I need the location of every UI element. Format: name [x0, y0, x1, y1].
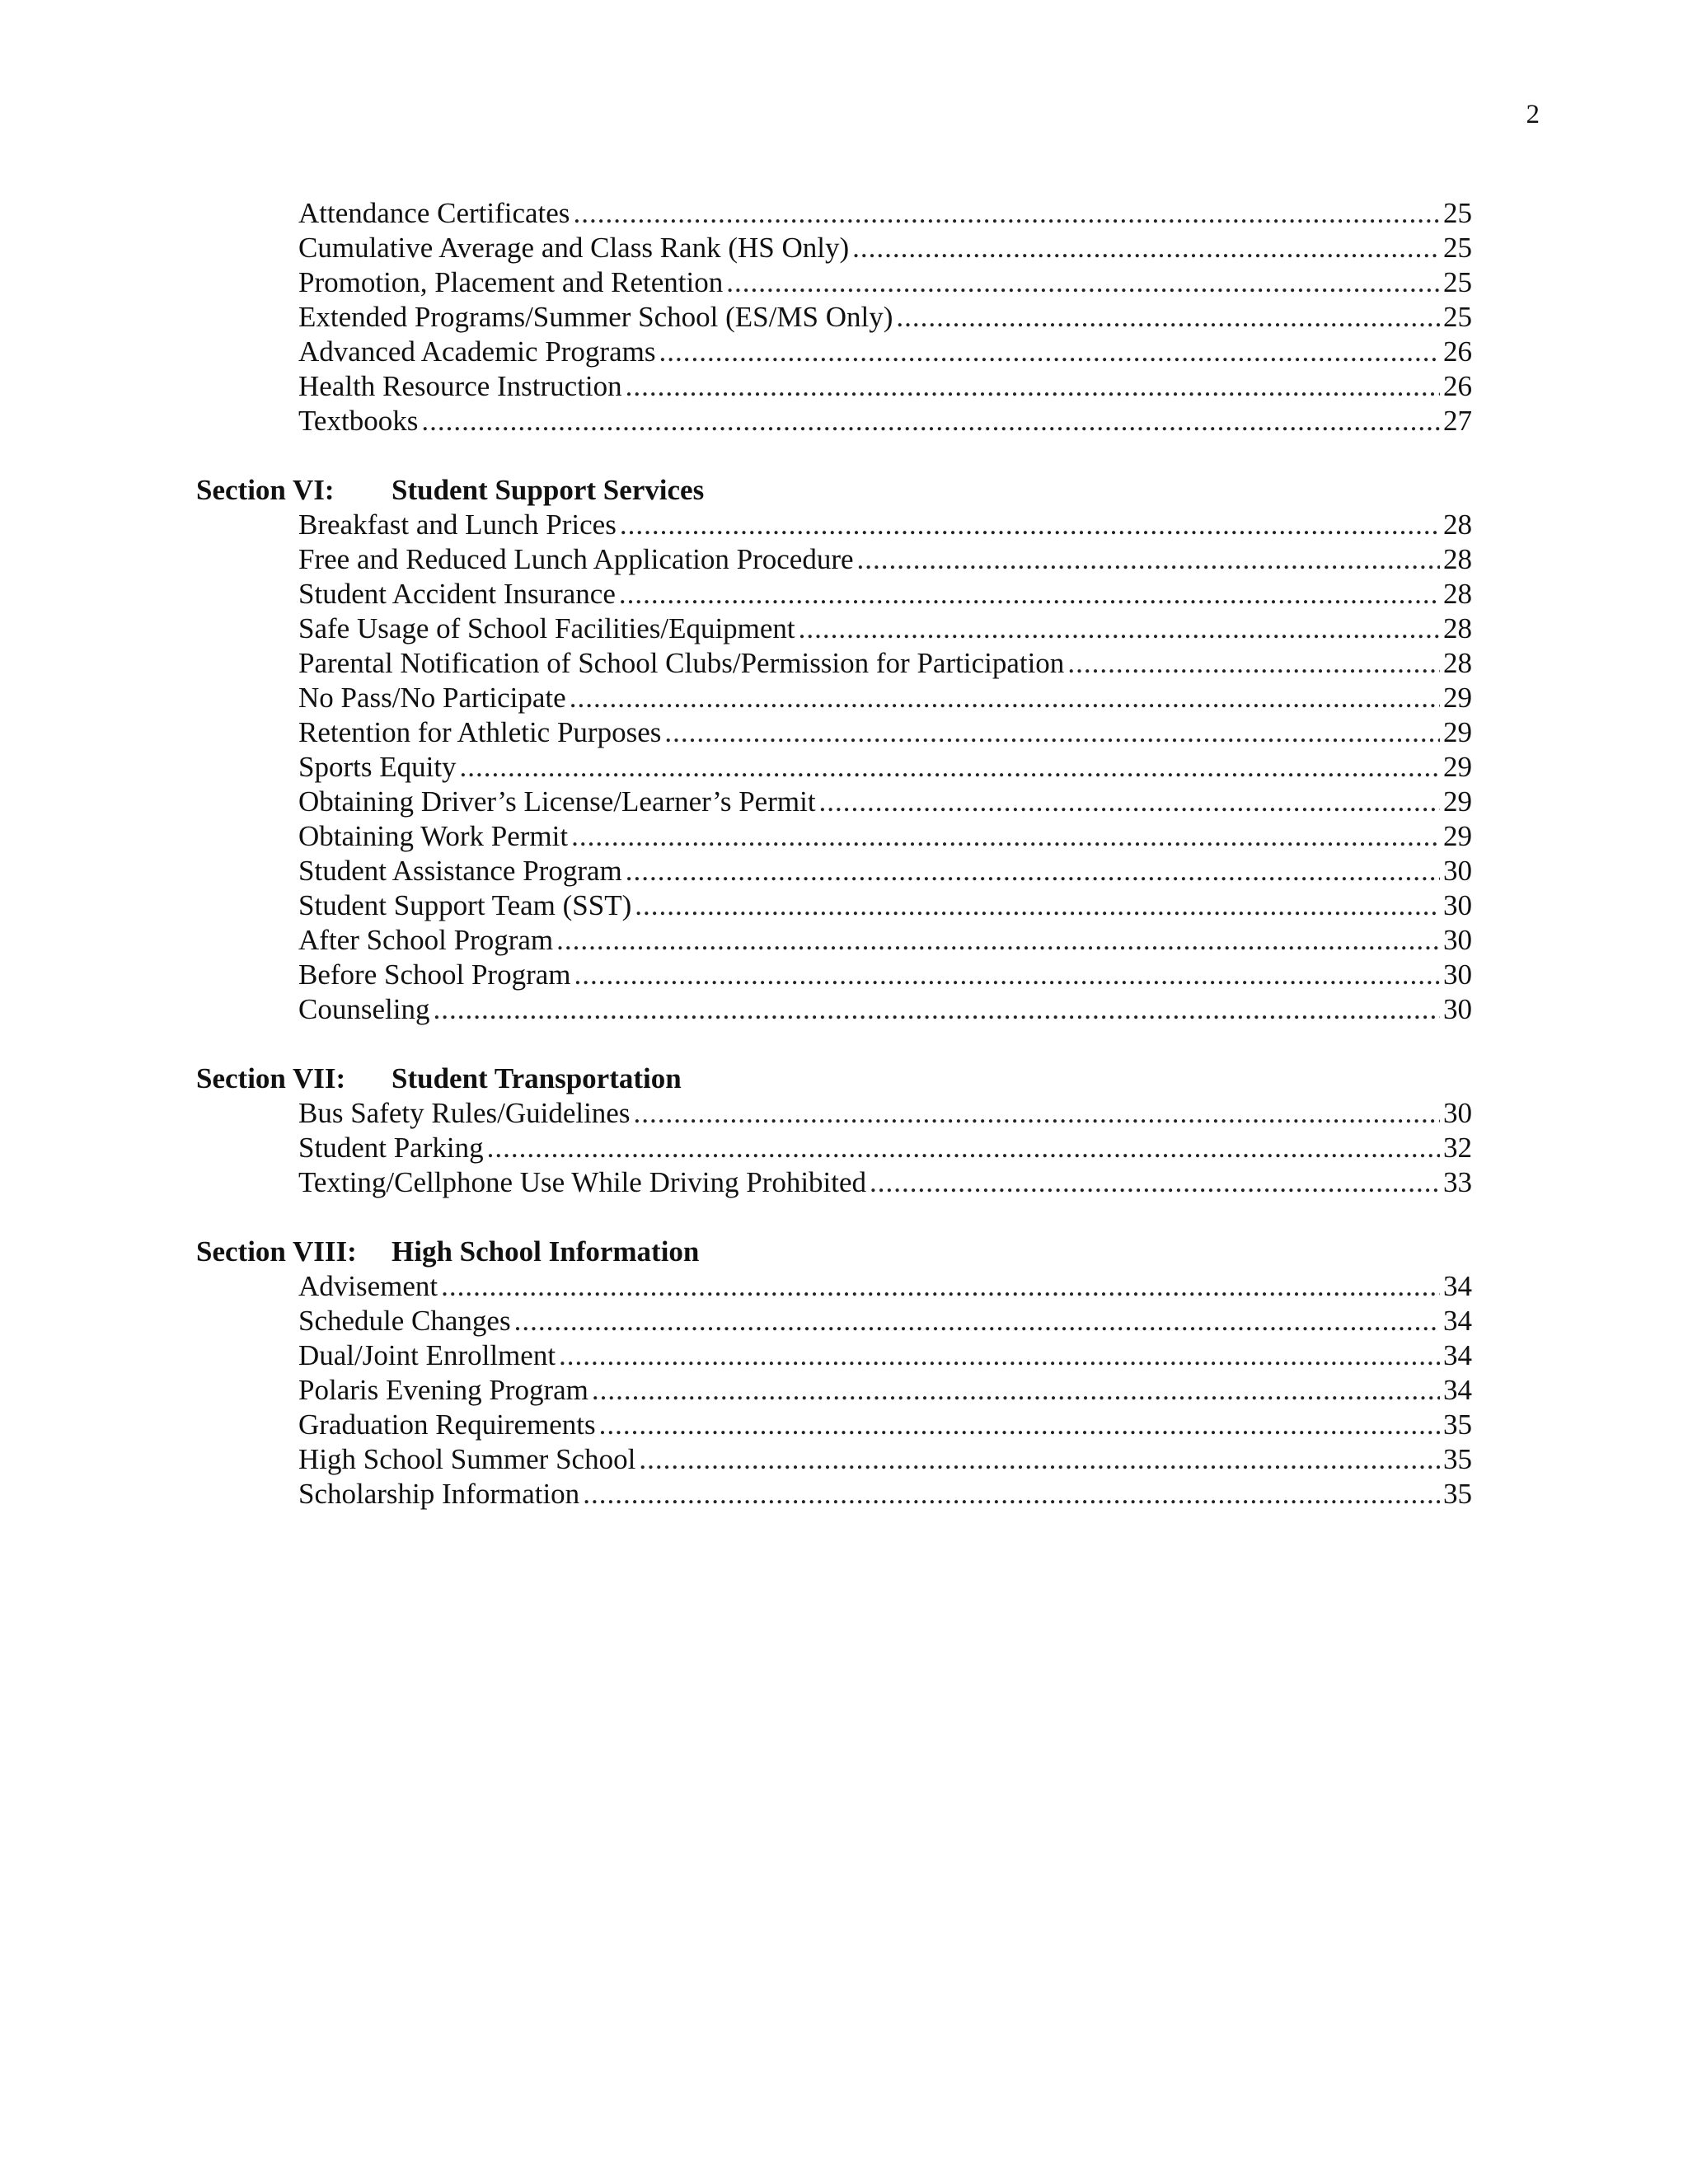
toc-entry — [196, 750, 1472, 785]
toc-entry — [196, 1096, 1472, 1131]
toc-entry-page: 25 — [1443, 232, 1472, 264]
toc-entry — [196, 335, 1472, 369]
toc-entry-title: Advanced Academic Programs — [298, 335, 656, 368]
toc-entry-list — [196, 1096, 1472, 1200]
page-number: 2 — [1526, 100, 1540, 129]
dot-leader — [1067, 646, 1440, 681]
toc-section — [196, 473, 1472, 1027]
section-heading — [196, 1235, 1472, 1269]
toc-entry-page: 28 — [1443, 543, 1472, 575]
section-title: Student Transportation — [392, 1062, 682, 1094]
dot-leader — [583, 1477, 1440, 1511]
dot-leader — [556, 923, 1440, 958]
toc-entry-title: Obtaining Work Permit — [298, 820, 569, 852]
toc-entry-page: 35 — [1443, 1408, 1472, 1441]
dot-leader — [852, 231, 1440, 265]
dot-leader — [664, 715, 1440, 750]
toc-entry-title: Bus Safety Rules/Guidelines — [298, 1097, 631, 1129]
toc-entry-title: Textbooks — [298, 405, 419, 437]
toc-entry-title: Sports Equity — [298, 751, 457, 783]
toc-entry-list — [196, 1269, 1472, 1511]
dot-leader — [441, 1269, 1440, 1304]
dot-leader — [819, 785, 1440, 819]
toc-entry-title: Student Support Team (SST) — [298, 889, 632, 921]
toc-entry — [196, 785, 1472, 819]
toc-section — [196, 1235, 1472, 1511]
toc-entry-title: Graduation Requirements — [298, 1408, 596, 1441]
dot-leader — [857, 542, 1440, 577]
dot-leader — [633, 1096, 1440, 1131]
toc-entry-page: 25 — [1443, 197, 1472, 229]
toc-entry-title: Free and Reduced Lunch Application Procedure — [298, 543, 854, 575]
toc-entry — [196, 300, 1472, 335]
toc-entry-title: Breakfast and Lunch Prices — [298, 509, 617, 541]
dot-leader — [726, 265, 1440, 300]
toc-entry-page: 30 — [1443, 958, 1472, 991]
dot-leader — [626, 369, 1440, 404]
section-number: Section VIII: — [196, 1235, 357, 1268]
toc-entry — [196, 196, 1472, 231]
toc-entry-page: 25 — [1443, 266, 1472, 298]
toc-entry-page: 34 — [1443, 1339, 1472, 1371]
dot-leader — [870, 1165, 1440, 1200]
toc-entry-page: 26 — [1443, 370, 1472, 402]
toc-entry — [196, 646, 1472, 681]
toc-entry — [196, 888, 1472, 923]
toc-entry-title: Counseling — [298, 993, 430, 1025]
dot-leader — [896, 300, 1440, 335]
toc-entry-page: 28 — [1443, 509, 1472, 541]
dot-leader — [659, 335, 1440, 369]
toc-entry — [196, 1373, 1472, 1408]
toc-entry-title: Polaris Evening Program — [298, 1374, 588, 1406]
dot-leader — [619, 577, 1440, 612]
dot-leader — [421, 404, 1440, 438]
toc-entry-page: 30 — [1443, 993, 1472, 1025]
toc-entry — [196, 612, 1472, 646]
toc-entry — [196, 1165, 1472, 1200]
toc-entry-page: 30 — [1443, 889, 1472, 921]
dot-leader — [487, 1131, 1440, 1165]
toc-entry-page: 29 — [1443, 682, 1472, 714]
toc-entry — [196, 958, 1472, 992]
toc-entry — [196, 854, 1472, 888]
toc-entry — [196, 715, 1472, 750]
toc-entry — [196, 923, 1472, 958]
section-heading — [196, 473, 1472, 508]
toc-entry-title: Attendance Certificates — [298, 197, 570, 229]
dot-leader — [514, 1304, 1440, 1338]
toc-entry-page: 26 — [1443, 335, 1472, 368]
toc-section — [196, 196, 1472, 438]
toc-entry-page: 30 — [1443, 1097, 1472, 1129]
dot-leader — [559, 1338, 1440, 1373]
toc-section — [196, 1062, 1472, 1200]
toc-entry — [196, 508, 1472, 542]
toc-entry — [196, 231, 1472, 265]
toc-entry-list — [196, 508, 1472, 1027]
toc-entry — [196, 681, 1472, 715]
toc-entry-title: Extended Programs/Summer School (ES/MS Only) — [298, 301, 893, 333]
toc-entry-page: 35 — [1443, 1443, 1472, 1475]
dot-leader — [460, 750, 1440, 785]
toc-entry-page: 32 — [1443, 1132, 1472, 1164]
toc-entry-page: 28 — [1443, 578, 1472, 610]
toc-entry-title: Parental Notification of School Clubs/Permission for Participation — [298, 647, 1065, 679]
section-number: Section VI: — [196, 474, 335, 506]
dot-leader — [574, 958, 1440, 992]
toc-entry-title: Cumulative Average and Class Rank (HS Only) — [298, 232, 850, 264]
toc-entry — [196, 265, 1472, 300]
toc-entry-title: High School Summer School — [298, 1443, 636, 1475]
toc-entry-page: 30 — [1443, 855, 1472, 887]
toc-entry-title: Safe Usage of School Facilities/Equipment — [298, 612, 795, 644]
toc-entry-title: Health Resource Instruction — [298, 370, 622, 402]
dot-leader — [599, 1408, 1440, 1442]
toc-entry — [196, 1269, 1472, 1304]
toc-entry-title: Obtaining Driver’s License/Learner’s Permit — [298, 785, 816, 818]
toc-entry — [196, 1442, 1472, 1477]
section-number: Section VII: — [196, 1062, 346, 1094]
toc-entry — [196, 369, 1472, 404]
toc-entry-title: Texting/Cellphone Use While Driving Prohibited — [298, 1166, 867, 1198]
toc-entry-page: 29 — [1443, 751, 1472, 783]
toc-entry — [196, 1477, 1472, 1511]
toc-entry-title: After School Program — [298, 924, 554, 956]
section-heading — [196, 1062, 1472, 1096]
toc-entry-title: Promotion, Placement and Retention — [298, 266, 724, 298]
toc-entry-page: 28 — [1443, 612, 1472, 644]
toc-entry — [196, 577, 1472, 612]
section-title: High School Information — [392, 1235, 700, 1268]
dot-leader — [592, 1373, 1440, 1408]
toc-entry-page: 30 — [1443, 924, 1472, 956]
toc-entry — [196, 819, 1472, 854]
dot-leader — [799, 612, 1440, 646]
toc-entry — [196, 1338, 1472, 1373]
toc-entry-title: Advisement — [298, 1270, 438, 1302]
toc-entry-page: 29 — [1443, 785, 1472, 818]
dot-leader — [433, 992, 1440, 1027]
dot-leader — [571, 819, 1440, 854]
toc-entry-title: Student Parking — [298, 1132, 484, 1164]
toc-entry-page: 35 — [1443, 1478, 1472, 1510]
toc-entry-title: Student Accident Insurance — [298, 578, 616, 610]
dot-leader — [635, 888, 1440, 923]
dot-leader — [570, 681, 1440, 715]
toc-entry-title: No Pass/No Participate — [298, 682, 566, 714]
toc-entry-title: Dual/Joint Enrollment — [298, 1339, 556, 1371]
toc-entry-page: 29 — [1443, 820, 1472, 852]
toc-entry — [196, 404, 1472, 438]
dot-leader — [620, 508, 1440, 542]
toc-entry-page: 29 — [1443, 716, 1472, 748]
toc-entry-title: Scholarship Information — [298, 1478, 580, 1510]
toc-entry-title: Retention for Athletic Purposes — [298, 716, 662, 748]
toc-entry — [196, 1408, 1472, 1442]
toc-entry-title: Schedule Changes — [298, 1305, 511, 1337]
toc-entry-page: 27 — [1443, 405, 1472, 437]
toc-entry-page: 34 — [1443, 1374, 1472, 1406]
toc-entry-page: 33 — [1443, 1166, 1472, 1198]
table-of-contents — [196, 196, 1472, 1511]
toc-entry-page: 28 — [1443, 647, 1472, 679]
toc-entry — [196, 1304, 1472, 1338]
toc-entry-page: 34 — [1443, 1270, 1472, 1302]
toc-entry — [196, 992, 1472, 1027]
toc-entry — [196, 1131, 1472, 1165]
toc-entry-title: Student Assistance Program — [298, 855, 622, 887]
section-title: Student Support Services — [392, 474, 705, 506]
dot-leader — [626, 854, 1440, 888]
toc-entry-list — [196, 196, 1472, 438]
dot-leader — [573, 196, 1440, 231]
toc-entry — [196, 542, 1472, 577]
toc-entry-page: 25 — [1443, 301, 1472, 333]
dot-leader — [639, 1442, 1440, 1477]
toc-entry-page: 34 — [1443, 1305, 1472, 1337]
toc-entry-title: Before School Program — [298, 958, 571, 991]
